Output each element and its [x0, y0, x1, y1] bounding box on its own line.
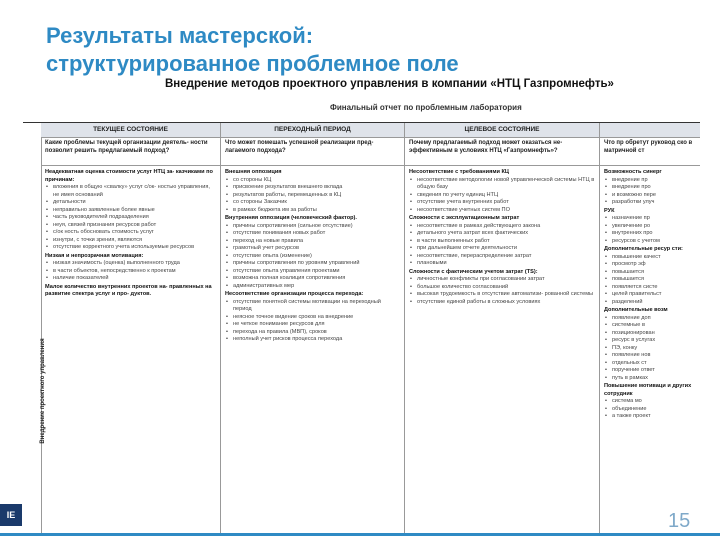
list-item: • присвоение результатов внешнего вклада: [225, 184, 400, 192]
list-item: • ресурсов с учетом: [604, 238, 696, 246]
list-item: • причины сопротивления (сильное отсутствие): [225, 223, 400, 231]
column-body: [41, 166, 220, 301]
company-logo: IE: [0, 504, 22, 526]
list-item: • детальности: [45, 199, 216, 207]
row-label: Внедрение проектного управления: [40, 338, 46, 444]
column-target: [405, 123, 600, 535]
section-heading: Дополнительные ресур сти:: [604, 246, 683, 252]
list-item: • отсутствие корректного учета используемые ресурсов: [45, 244, 216, 252]
list-item: • детального учета затрат всех фактических: [409, 230, 595, 238]
list-item: • несоответствие методологии новой управленческой системы НТЦ в общую базу: [409, 177, 595, 192]
list-item: • системные в: [604, 322, 696, 330]
list-item: • вложения в общую «свалку» услуг с/ок- ностью управления, не имея оснований: [45, 184, 216, 199]
list-item: • часть руководителей подразделения: [45, 214, 216, 222]
section-heading: Возможность синерг: [604, 169, 662, 175]
section-heading: Внешняя оппозиция: [225, 169, 282, 175]
list-item: • личностные конфликты при согласовании затрат: [409, 276, 595, 284]
column-body: [600, 166, 700, 423]
column-header: ТЕКУЩЕЕ СОСТОЯНИЕ: [41, 123, 220, 138]
list-item: • причины сопротивления по уровням управлений: [225, 260, 400, 268]
list-item: • несоответствие в рамках действующего закона: [409, 223, 595, 231]
list-item: • со стороны КЦ: [225, 177, 400, 185]
column-header: ПЕРЕХОДНЫЙ ПЕРИОД: [221, 123, 404, 138]
list-item: • отсутствие понимания новых работ: [225, 230, 400, 238]
section-heading: Малое количество внутренних проектов на- правленных на развитие спектра услуг и про- дуктов.: [45, 283, 212, 297]
list-item: • и возможно пере: [604, 192, 696, 200]
section-heading: Сложности с эксплуатационным затрат: [409, 215, 520, 221]
list-item: • при дальнейшем отчете деятельности: [409, 245, 595, 253]
list-item: • повышается: [604, 276, 696, 284]
column-header: [600, 123, 700, 138]
list-item: • объединение: [604, 406, 696, 414]
list-item: • просмотр эф: [604, 261, 696, 269]
section-heading: Сложности с фактическим учетом затрат (TS):: [409, 268, 538, 275]
list-item: • путь в рамках: [604, 375, 696, 383]
list-item: • результатов работы, перемещенных в КЦ: [225, 192, 400, 200]
column-transition: [221, 123, 405, 535]
list-item: • высокая трудоемкость в отсутствие автоматизи- рованной системы: [409, 291, 595, 299]
list-item: • несоответствие учетных систем ПО: [409, 207, 595, 215]
list-item: • внутренних про: [604, 230, 696, 238]
list-item: • изнутри, с точки зрения, являются: [45, 237, 216, 245]
section-heading: Несоответствие с требованиями КЦ: [409, 169, 510, 175]
report-table: [23, 122, 700, 535]
list-item: • ПЭ, конку: [604, 345, 696, 353]
list-item: • повышение качест: [604, 254, 696, 262]
list-item: • перехода на правила (МВП), сроков: [225, 329, 400, 337]
column-question: Какие проблемы текущей организации деятель- ности позволит решить предлагаемый подход?: [41, 138, 220, 166]
list-item: • разделений: [604, 299, 696, 307]
column-effects: [600, 123, 700, 535]
list-item: • позиционирован: [604, 330, 696, 338]
list-item: • а также проект: [604, 413, 696, 421]
list-item: • неуя, связей признания ресурсов работ: [45, 222, 216, 230]
column-body: [221, 166, 404, 346]
list-item: • отсутствие понятной системы мотивации на переходный период: [225, 299, 400, 314]
page-number: 15: [668, 510, 691, 532]
list-item: • отсутствие единой работы в сложных условиях: [409, 299, 595, 307]
list-item: • неправильно заявленные более явные: [45, 207, 216, 215]
list-item: • ресурс в услугах: [604, 337, 696, 345]
list-item: • увеличение ро: [604, 223, 696, 231]
slide-title: [46, 22, 606, 78]
list-item: • грамотный учет ресурсов: [225, 245, 400, 253]
list-item: • в части выполненных работ: [409, 238, 595, 246]
list-item: • плановыми: [409, 260, 595, 268]
section-heading: РУК: [604, 207, 615, 214]
section-heading: Внутренняя оппозиция (человеческий фактор).: [225, 215, 357, 221]
section-heading: Низкая и непрозрачная мотивация:: [45, 252, 144, 259]
list-item: • несоответствие, перераспределение затрат: [409, 253, 595, 261]
list-item: • в рамках бюджета им за работы: [225, 207, 400, 215]
column-current: [41, 123, 221, 535]
list-item: • неясное точное видение сроков на внедрение: [225, 314, 400, 322]
column-question: Что может помешать успешной реализации пред- лагаемого подхода?: [221, 138, 404, 166]
list-item: • со стороны Заказчик: [225, 199, 400, 207]
document-header: Внедрение методов проектного управления в компании «НТЦ Газпромнефть»: [165, 78, 614, 90]
list-item: • поручение ответ: [604, 367, 696, 375]
list-item: • разработки улуч: [604, 199, 696, 207]
document-subheader: Финальный отчет по проблемным лаборатория: [330, 103, 522, 112]
column-body: [405, 166, 599, 308]
row-label-rail: [23, 123, 46, 535]
list-item: • возможна полная коалиция сопротивления: [225, 275, 400, 283]
list-item: • отсутствие опыта управления проектами: [225, 268, 400, 276]
column-question: Почему предлагаемый подход может оказаться не- эффективным в условиях НТЦ «Газпромнефть»?: [405, 138, 599, 166]
list-item: • появляется систе: [604, 284, 696, 292]
slide-title-line1: Результаты мастерской:: [46, 23, 314, 48]
list-item: • отдельных ст: [604, 360, 696, 368]
list-item: • появление нов: [604, 352, 696, 360]
footer-divider: [0, 533, 720, 536]
list-item: • переход на новые правила: [225, 238, 400, 246]
column-header: ЦЕЛЕВОЕ СОСТОЯНИЕ: [405, 123, 599, 138]
slide-title-line2: структурированное проблемное поле: [46, 51, 459, 76]
list-item: • отсутствие учета внутренних работ: [409, 199, 595, 207]
section-heading: Неадекватная оценка стоимости услуг НТЦ за- казчиками по причинам:: [45, 169, 213, 183]
list-item: • назначение пр: [604, 215, 696, 223]
list-item: • сведения по учету единиц НТЦ: [409, 192, 595, 200]
list-item: • большое количество согласований: [409, 284, 595, 292]
column-question: Что пр обретут руковод ско в матричной ст: [600, 138, 700, 166]
list-item: • низкая значимость (оценка) выполненного труда: [45, 260, 216, 268]
section-heading: Несоответствие организации процесса перехода:: [225, 291, 364, 297]
list-item: • неполный учет рисков процесса перехода: [225, 336, 400, 344]
list-item: • появление доп: [604, 315, 696, 323]
list-item: • система мо: [604, 398, 696, 406]
list-item: • наличие показателей: [45, 275, 216, 283]
list-item: • административных мер: [225, 283, 400, 291]
list-item: • целей правительст: [604, 291, 696, 299]
list-item: • внедрение про: [604, 184, 696, 192]
section-heading: Повышение мотиваци и других сотрудник: [604, 383, 692, 397]
list-item: • внедрение пр: [604, 177, 696, 185]
list-item: • с/ок ность обосновать стоимость услуг: [45, 229, 216, 237]
list-item: • отсутствие опыта (изменение): [225, 253, 400, 261]
section-heading: Дополнительные возм: [604, 307, 668, 313]
list-item: • повышается: [604, 269, 696, 277]
list-item: • не четкое понимание ресурсов для: [225, 321, 400, 329]
list-item: • в части объектов, непосредственно к проектам: [45, 268, 216, 276]
